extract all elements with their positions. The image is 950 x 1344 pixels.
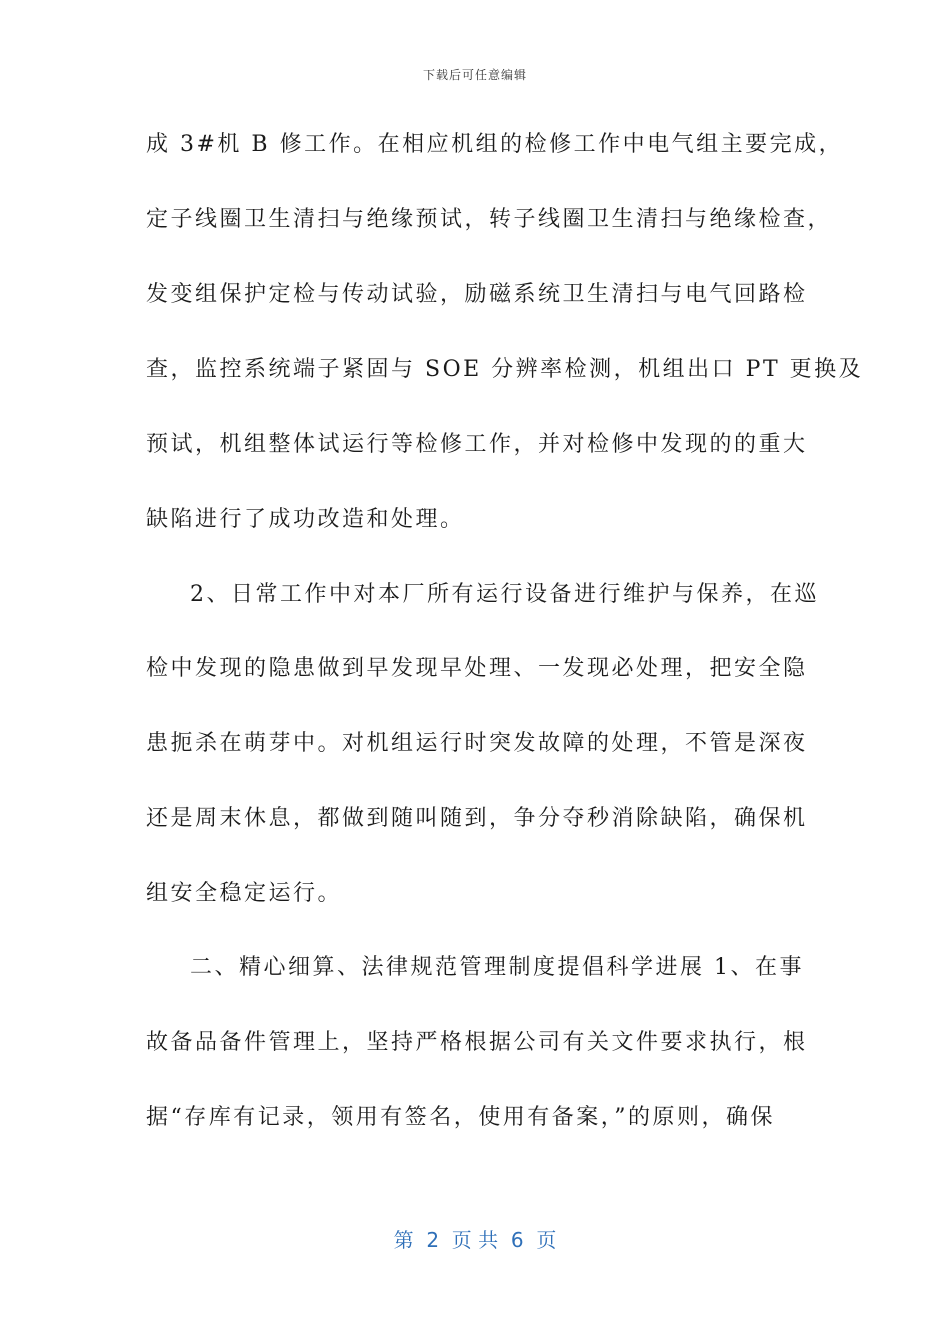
- body-line: 还是周末休息，都做到随叫随到，争分夺秒消除缺陷，确保机: [146, 806, 808, 831]
- body-line: 查，监控系统端子紧固与 SOE 分辨率检测，机组出口 PT 更换及: [146, 357, 864, 382]
- body-line: 据“存库有记录，领用有签名，使用有备案，”的原则，确保: [146, 1105, 775, 1130]
- page-header: 下载后可任意编辑: [422, 68, 527, 82]
- body-line: 预试，机组整体试运行等检修工作，并对检修中发现的的重大: [146, 432, 808, 457]
- body-line: 组安全稳定运行。: [146, 881, 343, 906]
- body-line: 2、日常工作中对本厂所有运行设备进行维护与保养，在巡: [190, 582, 819, 607]
- body-line: 患扼杀在萌芽中。对机组运行时突发故障的处理，不管是深夜: [146, 731, 808, 756]
- body-line: 定子线圈卫生清扫与绝缘预试，转子线圈卫生清扫与绝缘检查，: [146, 207, 833, 232]
- body-line: 故备品备件管理上，坚持严格根据公司有关文件要求执行，根: [146, 1030, 808, 1055]
- body-line: 检中发现的隐患做到早发现早处理、一发现必处理，把安全隐: [146, 656, 808, 681]
- body-line: 发变组保护定检与传动试验，励磁系统卫生清扫与电气回路检: [146, 282, 808, 307]
- body-line: 缺陷进行了成功改造和处理。: [146, 507, 465, 532]
- page-number-footer: 第 2 页 共 6 页: [393, 1228, 557, 1252]
- body-line: 二、精心细算、法律规范管理制度提倡科学进展 1、在事: [190, 955, 804, 980]
- body-line: 成 3#机 B 修工作。在相应机组的检修工作中电气组主要完成，: [146, 132, 844, 157]
